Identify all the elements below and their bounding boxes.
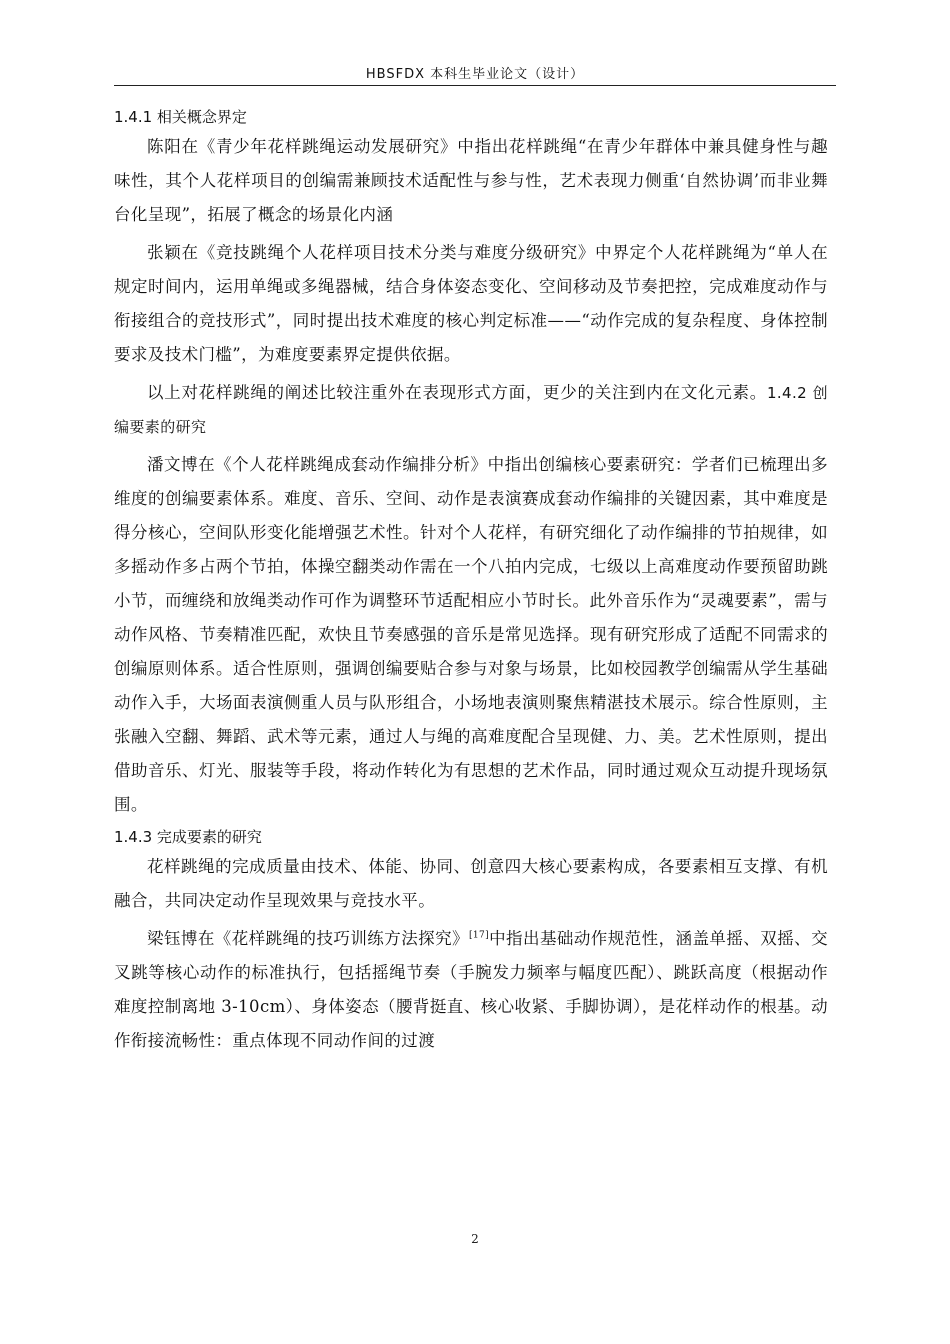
running-header: HBSFDX 本科生毕业论文（设计） <box>365 67 585 82</box>
body-text <box>114 104 828 1058</box>
section-heading-1-4-1: 1.4.1 相关概念界定 <box>114 108 247 126</box>
paragraph-summary <box>114 376 828 444</box>
section-heading-1-4-2: 1.4.2 创编要素的研究 <box>114 384 828 436</box>
paragraph-chen-yang: 陈阳在《青少年花样跳绳运动发展研究》中指出花样跳绳“在青少年群体中兼具健身性与趣味性，其个人花样项目的创编需兼顾技术适配性与参与性，艺术表现力侧重‘自然协调’而非业舞台化呈现”，拓展了概念的场景化内涵 <box>114 137 828 224</box>
paragraph-pan-wenbo: 潘文博在《个人花样跳绳成套动作编排分析》中指出创编核心要素研究：学者们已梳理出多维度的创编要素体系。难度、音乐、空间、动作是表演赛成套动作编排的关键因素，其中难度是得分核心，空间队形变化能增强艺术性。针对个人花样，有研究细化了动作编排的节拍规律，如多摇动作多占两个节拍，体操空翻类动作需在一个八拍内完成，七级以上高难度动作要预留助跳小节，而缠绕和放绳类动作可作为调整环节适配相应小节时长。此外音乐作为“灵魂要素”，需与动作风格、节奏精准匹配，欢快且节奏感强的音乐是常见选择。现有研究形成了适配不同需求的创编原则体系。适合性原则，强调创编要贴合参与对象与场景，比如校园教学创编需从学生基础动作入手，大场面表演侧重人员与队形组合，小场地表演则聚焦精湛技术展示。综合性原则，主张融入空翻、舞蹈、武术等元素，通过人与绳的高难度配合呈现健、力、美。艺术性原则，提出借助音乐、灯光、服装等手段，将动作转化为有思想的艺术作品，同时通过观众互动提升现场氛围。 <box>114 455 828 814</box>
summary-text: 以上对花样跳绳的阐述比较注重外在表现形式方面，更少的关注到内在文化元素。 <box>147 383 767 402</box>
paragraph-completion-elements: 花样跳绳的完成质量由技术、体能、协同、创意四大核心要素构成，各要素相互支撑、有机融合，共同决定动作呈现效果与竞技水平。 <box>114 857 828 910</box>
page-number: 2 <box>471 1232 479 1246</box>
section-heading-1-4-3: 1.4.3 完成要素的研究 <box>114 828 262 846</box>
paragraph-zhang-ying: 张颖在《竞技跳绳个人花样项目技术分类与难度分级研究》中界定个人花样跳绳为“单人在规定时间内，运用单绳或多绳器械，结合身体姿态变化、空间移动及节奏把控，完成难度动作与衔接组合的竞技形式”，同时提出技术难度的核心判定标准——“动作完成的复杂程度、身体控制要求及技术门槛”，为难度要素界定提供依据。 <box>114 243 828 364</box>
paragraph-liang-yubo <box>114 922 828 1058</box>
liang-text-after: 中指出基础动作规范性，涵盖单摇、双摇、交叉跳等核心动作的标准执行，包括摇绳节奏（手腕发力频率与幅度匹配）、跳跃高度（根据动作难度控制离地 3-10cm）、身体姿态（腰背挺直、核心收紧、手脚协调），是花样动作的根基。动作衔接流畅性：重点体现不同动作间的过渡 <box>114 929 828 1050</box>
citation-ref-17: [17] <box>468 930 490 941</box>
liang-text-before: 梁钰博在《花样跳绳的技巧训练方法探究》 <box>147 929 469 948</box>
header-rule <box>114 85 836 86</box>
